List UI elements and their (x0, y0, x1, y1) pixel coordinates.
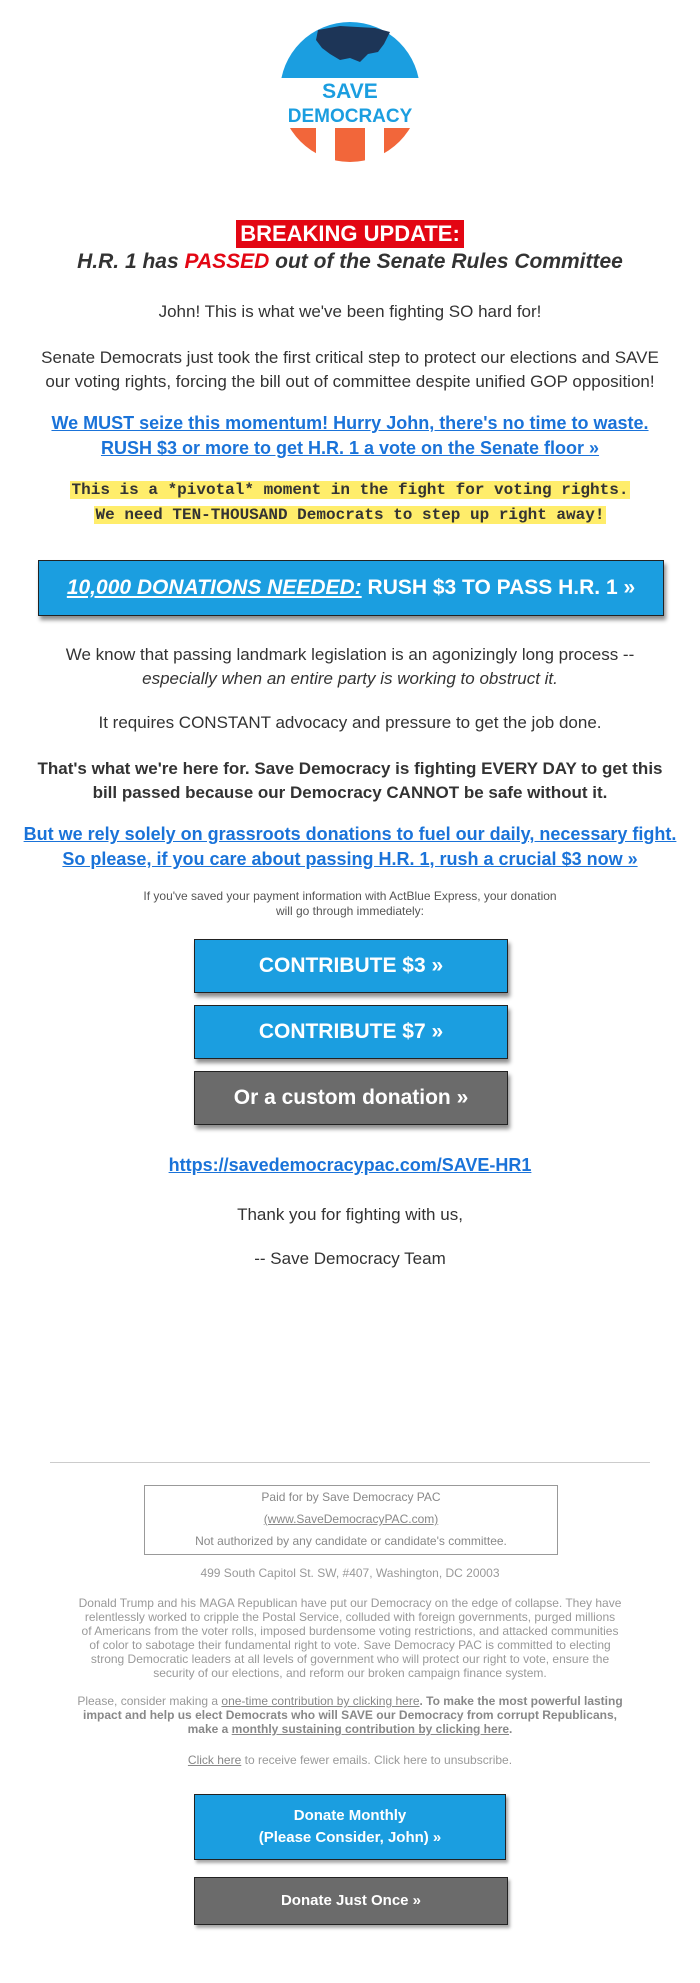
save-democracy-logo[interactable] (280, 18, 420, 166)
fewer-emails-link[interactable]: Click here (187, 1753, 242, 1767)
rush-label: RUSH $3 TO PASS H.R. 1 » (361, 576, 636, 599)
donations-needed-label: 10,000 DONATIONS NEEDED: (66, 576, 362, 599)
headline-passed: PASSED (184, 250, 270, 273)
unsubscribe-text: to receive fewer emails. Click here to unsubscribe. (241, 1753, 513, 1767)
paragraph-line: Senate Democrats just took the first critical step to protect our elections and SAVE (41, 348, 659, 367)
monthly-contribution-link[interactable]: monthly sustaining contribution by clicking here (231, 1722, 510, 1736)
donation-url-link[interactable]: https://savedemocracypac.com/SAVE-HR1 (168, 1155, 532, 1175)
donation-url-row (0, 1153, 700, 1178)
consider-bold-line: impact and help us elect Democrats who will SAVE our Democracy from corrupt Republicans, (83, 1708, 617, 1722)
signoff-text: -- Save Democracy Team (254, 1249, 446, 1268)
breaking-update-banner: BREAKING UPDATE: (236, 220, 464, 248)
logo-save-text: SAVE (322, 80, 378, 103)
donate-once-button[interactable]: Donate Just Once » (194, 1877, 508, 1925)
footer-body-line: relentlessly worked to cripple the Postal Service, colluded with foreign governments, purged millions (84, 1610, 616, 1624)
headline (0, 250, 700, 274)
footer-body-line: of Americans from the voter rolls, imposed burdensome voting restrictions, and attacked communities (81, 1624, 619, 1638)
consider-bold-pre: make a (187, 1722, 232, 1736)
consider-bold: . To make the most powerful lasting (419, 1694, 623, 1708)
note-line: If you've saved your payment information with ActBlue Express, your donation (143, 889, 557, 903)
donations-needed-button[interactable] (38, 560, 664, 616)
footer-body-line: strong Democratic leaders at all levels of government who will protect our right to vote, ensure the (90, 1652, 610, 1666)
paragraph-line: We know that passing landmark legislation is an agonizingly long process -- (65, 645, 635, 664)
footer-body-line: security of our elections, and reform our broken campaign finance system. (153, 1666, 547, 1680)
not-authorized-text: Not authorized by any candidate or candidate's committee. (195, 1534, 507, 1548)
fewer-emails-text (0, 1753, 700, 1767)
footer-body (0, 1596, 700, 1680)
disclaimer-box (144, 1485, 558, 1555)
donate-monthly-sublabel: (Please Consider, John) » (258, 1829, 442, 1846)
momentum-link[interactable] (0, 411, 700, 461)
paragraph-line: our voting rights, forcing the bill out of committee despite unified GOP opposition! (45, 372, 655, 391)
consider-pre: Please, consider making a (77, 1694, 222, 1708)
grassroots-link-line[interactable]: But we rely solely on grassroots donations to fuel our daily, necessary fight. (23, 824, 677, 844)
headline-post: out of the Senate Rules Committee (269, 250, 623, 273)
custom-donation-button[interactable]: Or a custom donation » (194, 1071, 508, 1125)
actblue-note (0, 889, 700, 919)
donate-monthly-button[interactable] (194, 1794, 506, 1860)
pivotal-highlight (0, 478, 700, 528)
one-time-contribution-link[interactable]: one-time contribution by clicking here (221, 1694, 420, 1708)
highlight-line: We need TEN-THOUSAND Democrats to step up right away! (95, 506, 605, 524)
paragraph-critical-step (0, 346, 700, 394)
headline-pre: H.R. 1 has (77, 250, 185, 273)
contribute-3-button[interactable]: CONTRIBUTE $3 » (194, 939, 508, 993)
highlight-line: This is a *pivotal* moment in the fight for voting rights. (71, 481, 629, 499)
logo-democracy-text: DEMOCRACY (287, 106, 413, 127)
paragraph-line: That's what we're here for. Save Democracy is fighting EVERY DAY to get this (37, 759, 663, 778)
intro-text: John! This is what we've been fighting SO hard for! (158, 302, 542, 321)
momentum-link-line[interactable]: We MUST seize this momentum! Hurry John, there's no time to waste. (51, 413, 649, 433)
grassroots-link[interactable] (0, 822, 700, 872)
paragraph-line-italic: especially when an entire party is working to obstruct it. (142, 669, 558, 688)
breaking-banner-row (0, 220, 700, 248)
pac-site-link[interactable]: (www.SaveDemocracyPAC.com) (263, 1512, 439, 1526)
paragraph-legislation (0, 643, 700, 691)
footer-body-line: of color to sabotage their fundamental right to vote. Save Democracy PAC is committed to electing (89, 1638, 611, 1652)
paid-for-text: Paid for by Save Democracy PAC (261, 1490, 441, 1504)
contribute-7-button[interactable]: CONTRIBUTE $7 » (194, 1005, 508, 1059)
paragraph-fighting (0, 757, 700, 805)
note-line: will go through immediately: (275, 904, 425, 918)
paragraph-line: bill passed because our Democracy CANNOT be safe without it. (92, 783, 608, 802)
address-text: 499 South Capitol St. SW, #407, Washington, DC 20003 (200, 1566, 500, 1580)
consider-period: . (509, 1722, 513, 1736)
thanks-text: Thank you for fighting with us, (237, 1205, 463, 1224)
grassroots-link-line[interactable]: So please, if you care about passing H.R. 1, rush a crucial $3 now » (62, 849, 638, 869)
paragraph-advocacy: It requires CONSTANT advocacy and pressure to get the job done. (98, 713, 602, 732)
footer-divider (50, 1462, 650, 1463)
consider-text (0, 1694, 700, 1736)
donate-monthly-label: Donate Monthly (293, 1807, 407, 1824)
footer-body-line: Donald Trump and his MAGA Republican have put our Democracy on the edge of collapse. They have (78, 1596, 622, 1610)
rush-link-line[interactable]: RUSH $3 or more to get H.R. 1 a vote on the Senate floor » (100, 438, 600, 458)
logo-graphic (280, 18, 420, 166)
